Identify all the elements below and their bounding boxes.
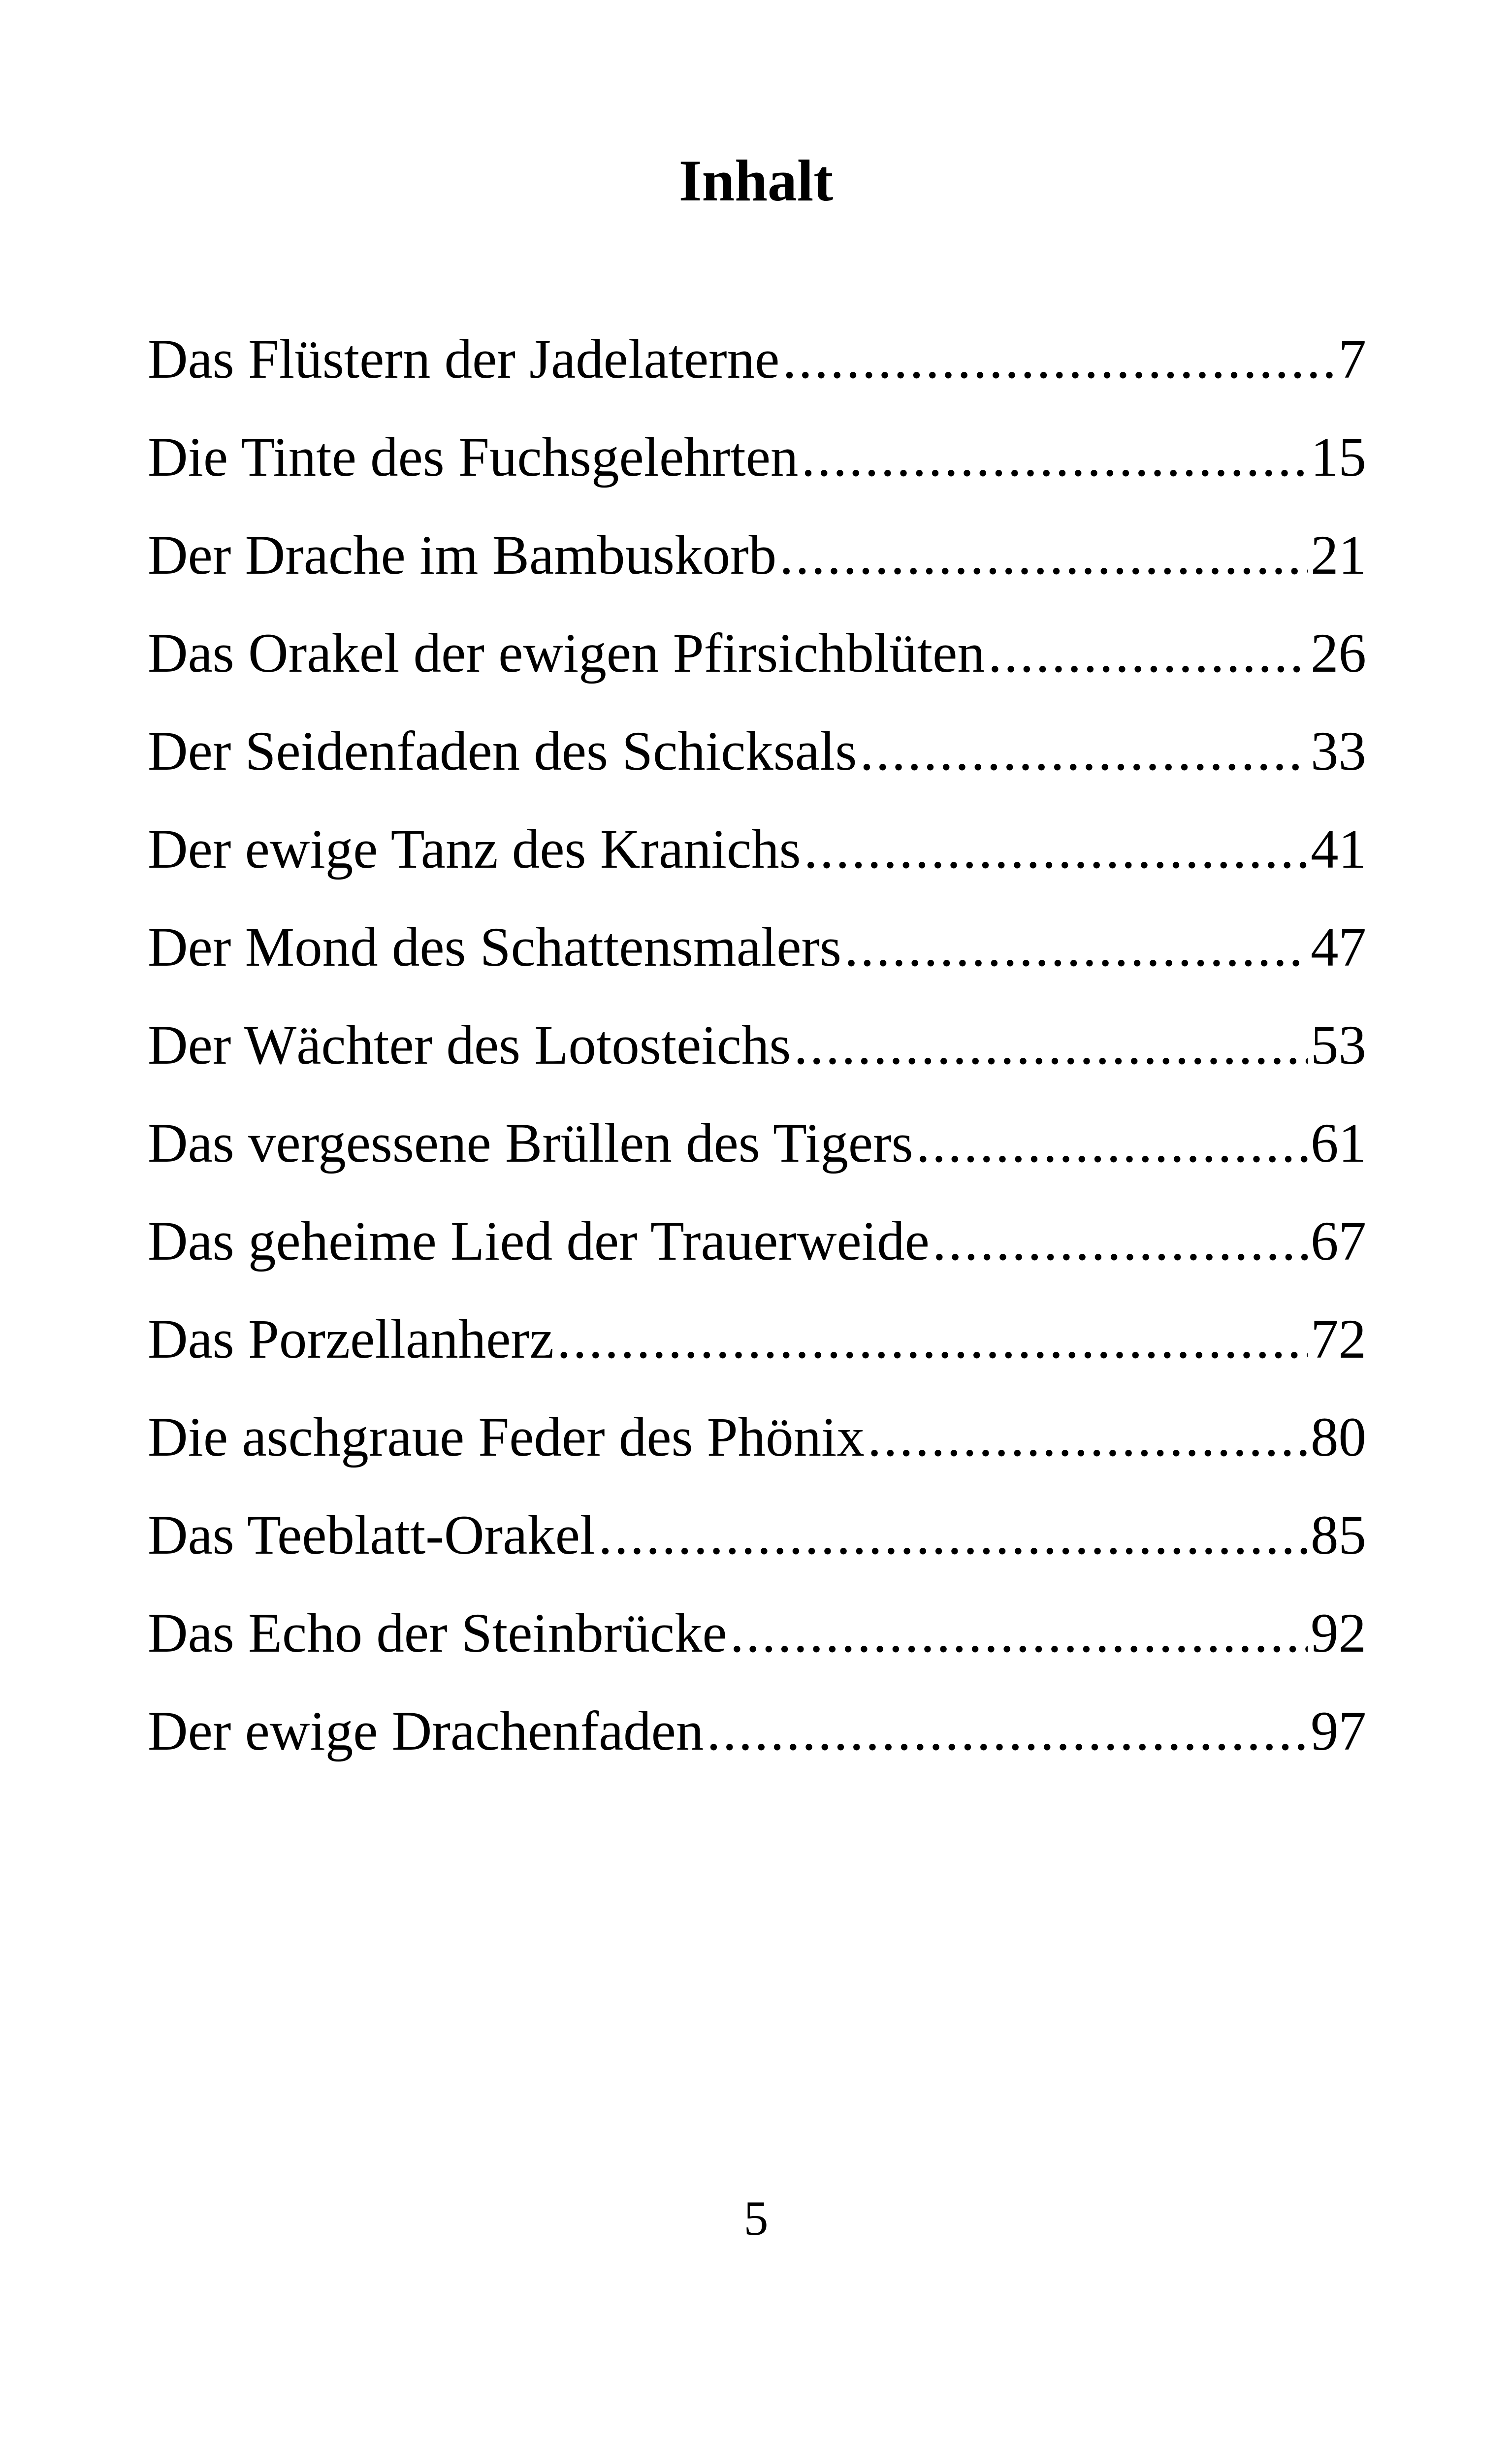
toc-entry <box>148 813 1366 911</box>
toc-entry-page: 67 <box>1311 1210 1366 1272</box>
toc-entry-title: Der Drache im Bambuskorb <box>148 524 777 586</box>
toc-entry-title: Das Teeblatt-Orakel <box>148 1504 596 1566</box>
toc-entry <box>148 323 1366 421</box>
toc-entry <box>148 1498 1366 1596</box>
toc-entry-title: Das Flüstern der Jadelaterne <box>148 328 780 390</box>
toc-entry-page: 53 <box>1311 1014 1366 1076</box>
table-of-contents <box>148 323 1366 1792</box>
dot-leader <box>916 1107 1308 1180</box>
dot-leader <box>804 813 1308 886</box>
toc-entry <box>148 421 1366 519</box>
toc-entry-page: 85 <box>1311 1504 1366 1566</box>
dot-leader <box>707 1694 1308 1768</box>
dot-leader <box>868 1401 1308 1474</box>
dot-leader <box>988 617 1308 690</box>
toc-entry-page: 61 <box>1311 1112 1366 1174</box>
toc-entry-title: Die Tinte des Fuchsgelehrten <box>148 426 799 488</box>
toc-entry <box>148 1401 1366 1498</box>
toc-entry-page: 26 <box>1311 622 1366 684</box>
dot-leader <box>779 519 1308 592</box>
toc-entry-page: 41 <box>1311 818 1366 880</box>
toc-entry-title: Das vergessene Brüllen des Tigers <box>148 1112 913 1174</box>
dot-leader <box>782 323 1335 396</box>
dot-leader <box>794 1009 1308 1082</box>
toc-entry <box>148 1107 1366 1205</box>
toc-entry-page: 47 <box>1311 916 1366 978</box>
toc-entry-page: 33 <box>1311 720 1366 782</box>
toc-entry <box>148 911 1366 1009</box>
toc-entry-title: Der Mond des Schattensmalers <box>148 916 842 978</box>
page-title: Inhalt <box>678 148 834 213</box>
toc-entry <box>148 1009 1366 1107</box>
dot-leader <box>598 1498 1308 1572</box>
toc-entry-title: Der ewige Tanz des Kranichs <box>148 818 801 880</box>
toc-entry <box>148 519 1366 617</box>
toc-entry-page: 21 <box>1311 524 1366 586</box>
toc-entry <box>148 1694 1366 1792</box>
toc-entry-page: 80 <box>1311 1406 1366 1468</box>
toc-entry-title: Die aschgraue Feder des Phönix <box>148 1406 865 1468</box>
toc-entry-title: Der ewige Drachenfaden <box>148 1700 704 1762</box>
dot-leader <box>844 911 1308 984</box>
toc-entry-title: Das geheime Lied der Trauerweide <box>148 1210 930 1272</box>
toc-entry-page: 97 <box>1311 1700 1366 1762</box>
toc-entry-page: 15 <box>1311 426 1366 488</box>
dot-leader <box>933 1205 1308 1278</box>
dot-leader <box>801 421 1308 494</box>
page-number: 5 <box>743 2191 769 2246</box>
toc-entry <box>148 1596 1366 1694</box>
toc-entry-page: 72 <box>1311 1308 1366 1370</box>
dot-leader <box>860 715 1308 788</box>
toc-entry-page: 92 <box>1311 1602 1366 1664</box>
toc-entry-page: 7 <box>1338 328 1366 390</box>
toc-entry <box>148 1205 1366 1303</box>
dot-leader <box>730 1596 1308 1670</box>
toc-entry-title: Das Porzellanherz <box>148 1308 554 1370</box>
toc-entry-title: Das Echo der Steinbrücke <box>148 1602 727 1664</box>
toc-entry <box>148 715 1366 813</box>
toc-entry <box>148 1303 1366 1401</box>
toc-entry <box>148 617 1366 715</box>
toc-entry-title: Der Seidenfaden des Schicksals <box>148 720 857 782</box>
toc-entry-title: Der Wächter des Lotosteichs <box>148 1014 791 1076</box>
dot-leader <box>557 1303 1308 1376</box>
toc-entry-title: Das Orakel der ewigen Pfirsichblüten <box>148 622 985 684</box>
